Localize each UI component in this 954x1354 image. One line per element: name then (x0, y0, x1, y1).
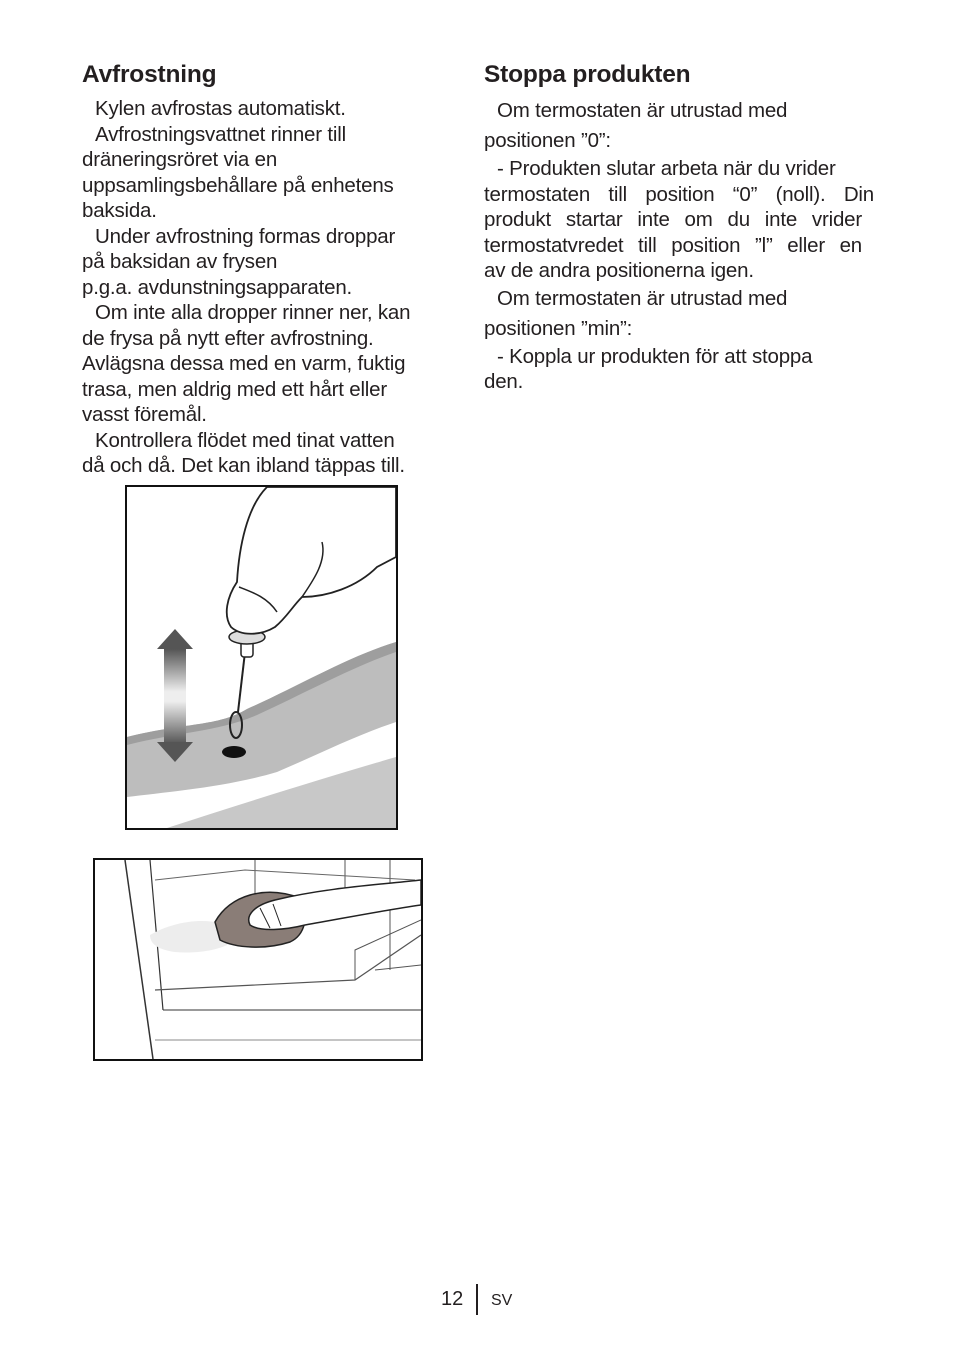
defrost-line: Avlägsna dessa med en varm, fuktig (82, 352, 406, 375)
stop-line: positionen ”0”: (484, 129, 611, 152)
stop-line: - Produkten slutar arbeta när du vrider (497, 157, 836, 180)
wiping-cloth-illustration (93, 858, 423, 1061)
stop-line: av de andra positionerna igen. (484, 259, 754, 282)
stop-line: den. (484, 370, 524, 393)
defrost-line: uppsamlingsbehållare på enhetens (82, 173, 394, 197)
defrost-heading: Avfrostning (82, 61, 217, 88)
footer-divider (476, 1284, 478, 1315)
stop-line: Om termostaten är utrustad med (497, 286, 788, 310)
defrost-section (82, 58, 452, 479)
defrost-line: p.g.a. avdunstningsapparaten. (82, 275, 353, 299)
drain-cleaning-illustration (125, 485, 398, 830)
stop-line: termostatvredet till position ”l” eller en (484, 233, 862, 257)
stop-line: produkt startar inte om du inte vrider (484, 208, 862, 231)
defrost-line: Under avfrostning formas droppar (95, 224, 396, 248)
page-footer (0, 1284, 954, 1316)
stop-section (484, 58, 874, 395)
defrost-line: på baksidan av frysen (82, 250, 278, 273)
defrost-line: Om inte alla dropper rinner ner, kan (95, 301, 411, 324)
defrost-line: de frysa på nytt efter avfrostning. (82, 326, 374, 350)
stop-heading: Stoppa produkten (484, 61, 691, 88)
defrost-line: Kontrollera flödet med tinat vatten (95, 428, 395, 452)
up-down-arrow-icon (157, 629, 193, 762)
defrost-line: trasa, men aldrig med ett hårt eller (82, 377, 387, 401)
stop-line: positionen ”min”: (484, 316, 633, 340)
defrost-line: baksida. (82, 199, 157, 222)
defrost-line: dräneringsröret via en (82, 148, 278, 171)
stop-line: - Koppla ur produkten för att stoppa (497, 344, 813, 368)
defrost-line: då och då. Det kan ibland täppas till. (82, 454, 405, 477)
defrost-line: vasst föremål. (82, 403, 207, 426)
defrost-line: Kylen avfrostas automatiskt. (95, 97, 346, 120)
stop-line: termostaten till position “0” (noll). Din (484, 182, 874, 206)
language-code: SV (491, 1292, 513, 1309)
stop-line: Om termostaten är utrustad med (497, 99, 788, 122)
page-number: 12 (441, 1288, 464, 1310)
defrost-line: Avfrostningsvattnet rinner till (95, 122, 346, 146)
